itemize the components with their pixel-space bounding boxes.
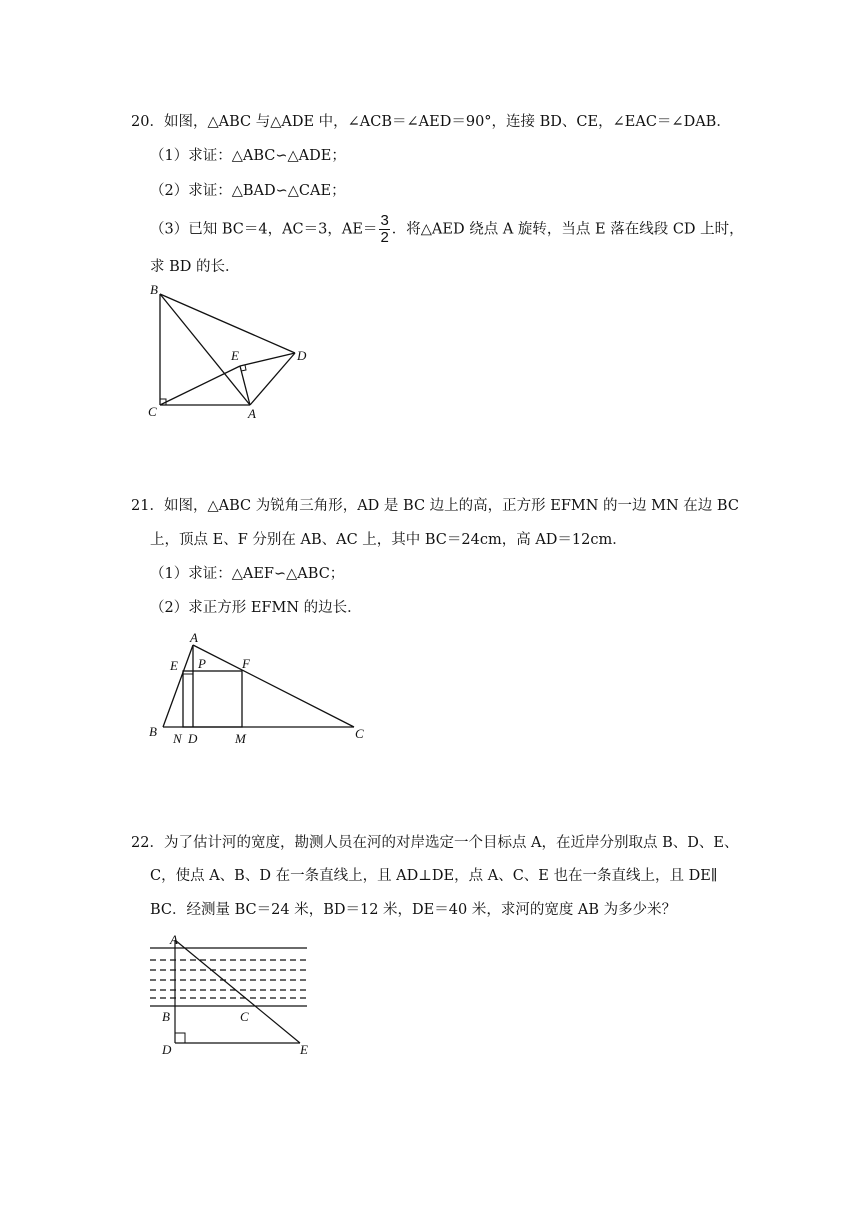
q21-part2: （2）求正方形 EFMN 的边长． bbox=[150, 600, 362, 616]
q21-label-E: E bbox=[170, 658, 178, 673]
q21-part1: （1）求证：△AEF∽△ABC； bbox=[150, 566, 345, 582]
q22-figure bbox=[140, 926, 330, 1061]
q20-label-E: E bbox=[231, 348, 239, 363]
q20-figure bbox=[140, 278, 330, 428]
q20-part2: （2）求证：△BAD∽△CAE； bbox=[150, 183, 346, 199]
q20-part3-b: ．将△AED 绕点 A 旋转，当点 E 落在线段 CD 上时， bbox=[391, 221, 744, 238]
q21-label-C: C bbox=[355, 726, 364, 741]
q22-label-B: B bbox=[162, 1009, 170, 1024]
q22-label-A: A bbox=[170, 932, 178, 947]
q21-label-P: P bbox=[198, 656, 206, 671]
q20-part3-a: （3）已知 BC＝4，AC＝3，AE＝ bbox=[150, 221, 378, 238]
q20-fraction bbox=[379, 213, 389, 246]
q20-label-A: A bbox=[248, 406, 256, 421]
q20-label-B: B bbox=[150, 282, 158, 297]
q21-label-D: D bbox=[188, 731, 198, 746]
q21-stem2: 上，顶点 E、F 分别在 AB、AC 上，其中 BC＝24cm，高 AD＝12cm． bbox=[150, 532, 627, 548]
q22-label-D: D bbox=[162, 1042, 172, 1057]
q22-label-C: C bbox=[240, 1009, 249, 1024]
q21-label-A: A bbox=[190, 630, 198, 645]
q20-label-C: C bbox=[148, 404, 157, 419]
q20-frac-den: 2 bbox=[380, 229, 389, 246]
q22-stem3: BC．经测量 BC＝24 米，BD＝12 米，DE＝40 米，求河的宽度 AB 为多少米？ bbox=[150, 902, 677, 918]
q21-label-F: F bbox=[242, 656, 250, 671]
q20-stem: 20．如图，△ABC 与△ADE 中，∠ACB＝∠AED＝90°，连接 BD、CE，∠EAC＝∠DAB． bbox=[131, 114, 731, 130]
q21-label-B: B bbox=[149, 724, 157, 739]
q21-stem1: 21．如图，△ABC 为锐角三角形，AD 是 BC 边上的高，正方形 EFMN 的一边 MN 在边 BC bbox=[131, 498, 739, 514]
q20-part3 bbox=[150, 213, 744, 246]
q20-label-D: D bbox=[297, 348, 307, 363]
q21-label-M: M bbox=[235, 731, 246, 746]
q20-part1: （1）求证：△ABC∽△ADE； bbox=[150, 148, 346, 164]
q20-part3-c: 求 BD 的长． bbox=[150, 259, 240, 275]
q21-label-N: N bbox=[173, 731, 182, 746]
q21-figure bbox=[140, 628, 380, 748]
q22-label-E: E bbox=[300, 1042, 308, 1057]
q20-frac-num: 3 bbox=[380, 212, 389, 229]
q22-stem2: C，使点 A、B、D 在一条直线上，且 AD⊥DE，点 A、C、E 也在一条直线上，且 DE∥ bbox=[150, 868, 718, 884]
q22-stem1: 22．为了估计河的宽度，勘测人员在河的对岸选定一个目标点 A，在近岸分别取点 B、D、E、 bbox=[131, 835, 739, 851]
